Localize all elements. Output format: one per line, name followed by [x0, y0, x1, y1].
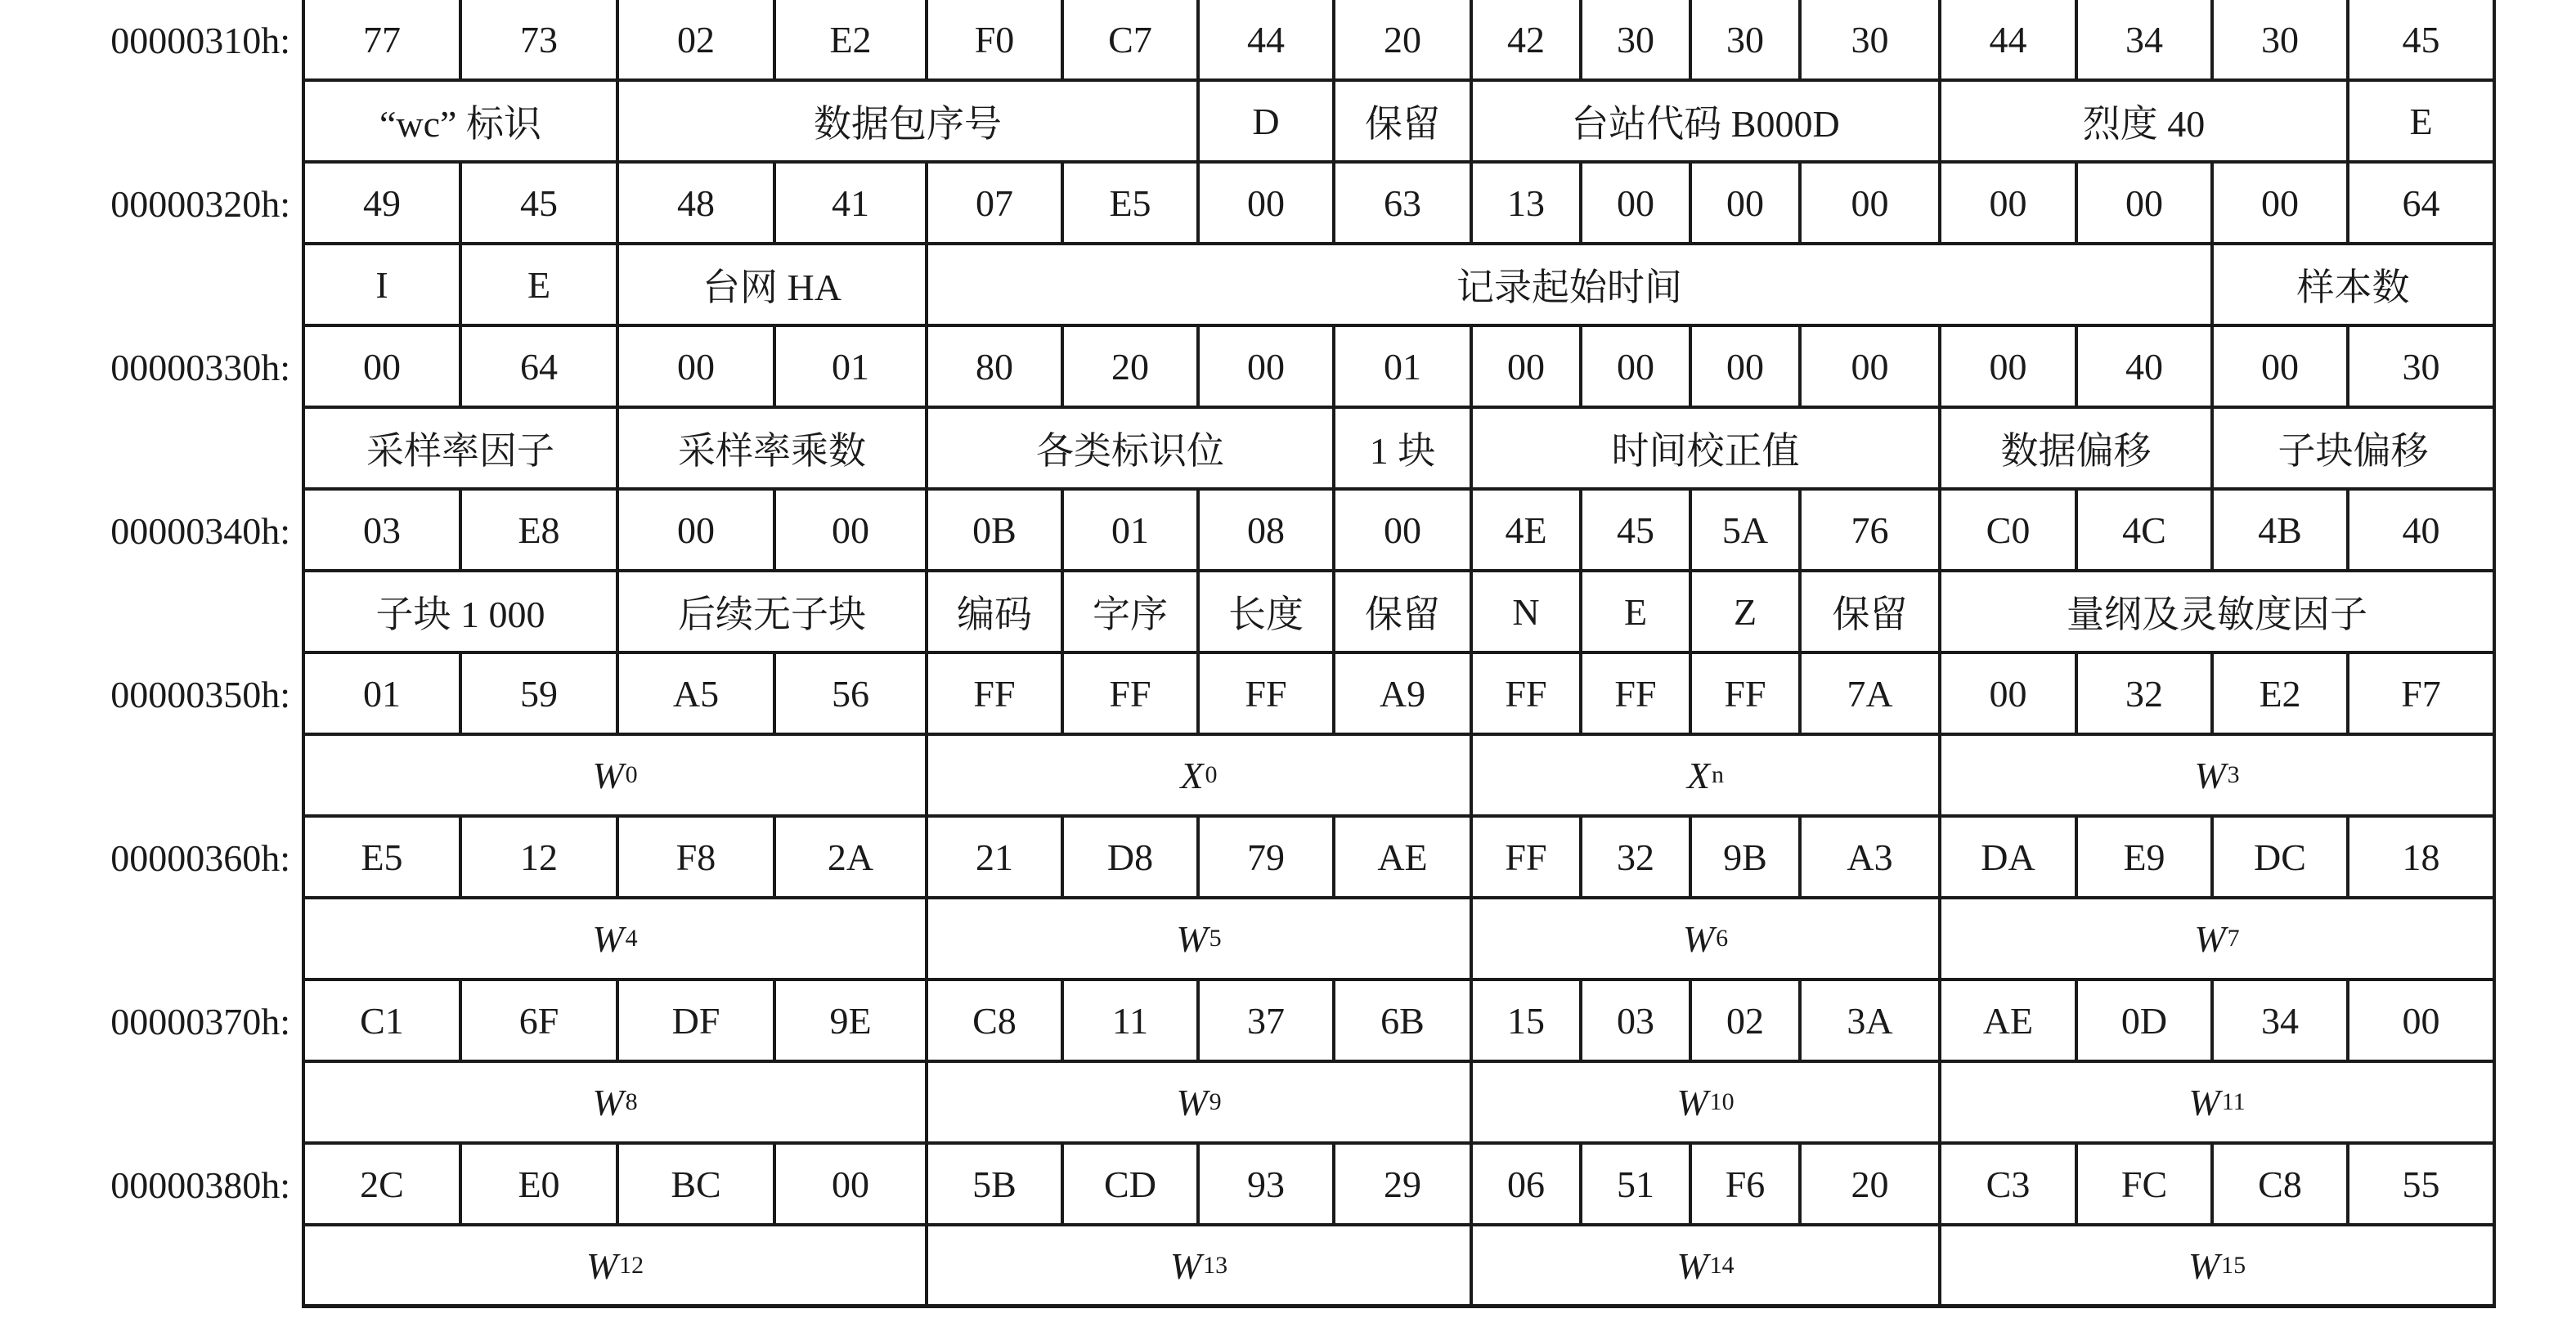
variable-subscript: 15 [2221, 1252, 2246, 1279]
hex-byte-cell: 00 [1802, 327, 1941, 409]
hex-byte-cell: 08 [1200, 491, 1335, 572]
hex-byte-cell: 37 [1200, 981, 1335, 1063]
hex-byte-cell: 7A [1802, 654, 1941, 736]
hex-byte-cell: 00 [1335, 491, 1473, 572]
variable-name: W [592, 754, 624, 796]
field-label-cell: 保留 [1335, 572, 1473, 654]
field-label-cell: I [305, 245, 462, 327]
field-label-cell: 采样率因子 [305, 409, 619, 491]
row-address: 00000370h: [110, 1001, 290, 1042]
hex-byte-cell: A9 [1335, 654, 1473, 736]
hex-byte-cell: 4E [1473, 491, 1582, 572]
field-label-cell [305, 899, 928, 981]
variable-subscript: 4 [625, 925, 638, 952]
hex-byte-cell: 76 [1802, 491, 1941, 572]
hex-byte-cell: 80 [928, 327, 1064, 409]
field-label-cell: 1 块 [1335, 409, 1473, 491]
hex-byte-cell: 41 [776, 164, 928, 245]
hex-byte-cell: 03 [1582, 981, 1692, 1063]
variable-subscript: 5 [1209, 925, 1222, 952]
variable-subscript: 11 [2221, 1088, 2246, 1115]
hex-byte-cell: 45 [2349, 0, 2493, 82]
hex-byte-cell: 00 [1941, 327, 2078, 409]
hex-byte-cell: 34 [2078, 0, 2214, 82]
hex-byte-cell: D8 [1064, 818, 1200, 899]
hex-byte-cell: AE [1335, 818, 1473, 899]
variable-name: X [1686, 754, 1711, 796]
variable-name: W [592, 1081, 624, 1123]
hex-byte-cell: 11 [1064, 981, 1200, 1063]
hex-byte-cell: 18 [2349, 818, 2493, 899]
variable-subscript: 12 [619, 1252, 644, 1279]
hex-byte-cell: 00 [2078, 164, 2214, 245]
hex-byte-cell: 93 [1200, 1145, 1335, 1226]
variable-name: W [592, 917, 624, 960]
hex-byte-cell: C1 [305, 981, 462, 1063]
hex-byte-cell: 30 [2214, 0, 2349, 82]
hex-byte-cell: 51 [1582, 1145, 1692, 1226]
variable-subscript: 10 [1709, 1088, 1735, 1115]
field-label-cell [1941, 1063, 2493, 1145]
field-label-cell: 编码 [928, 572, 1064, 654]
hex-byte-cell: 9B [1692, 818, 1802, 899]
row-address: 00000340h: [110, 510, 290, 552]
hex-byte-cell: 30 [1692, 0, 1802, 82]
hex-byte-cell: 45 [1582, 491, 1692, 572]
hex-byte-cell: 00 [1941, 164, 2078, 245]
hex-byte-cell: E8 [462, 491, 619, 572]
field-label-cell: N [1473, 572, 1582, 654]
field-label-cell: 保留 [1802, 572, 1941, 654]
hex-byte-cell: 00 [619, 491, 776, 572]
field-label-cell: E [462, 245, 619, 327]
variable-name: W [2188, 1081, 2220, 1123]
hex-byte-cell: FF [1692, 654, 1802, 736]
hex-byte-cell: 00 [1692, 164, 1802, 245]
hex-byte-cell: 77 [305, 0, 462, 82]
field-label-cell: 各类标识位 [928, 409, 1335, 491]
hex-byte-cell: A3 [1802, 818, 1941, 899]
hex-byte-cell: C0 [1941, 491, 2078, 572]
hex-byte-cell: A5 [619, 654, 776, 736]
hex-byte-cell: F8 [619, 818, 776, 899]
field-label-cell: D [1200, 82, 1335, 164]
hex-byte-cell: 49 [305, 164, 462, 245]
field-label-cell: Z [1692, 572, 1802, 654]
hex-byte-cell: F7 [2349, 654, 2493, 736]
hex-byte-cell: C7 [1064, 0, 1200, 82]
hex-byte-cell: 55 [2349, 1145, 2493, 1226]
field-label-cell: 数据包序号 [619, 82, 1200, 164]
hex-byte-cell: 5B [928, 1145, 1064, 1226]
hex-byte-cell: 30 [1802, 0, 1941, 82]
field-label-cell: E [2349, 82, 2493, 164]
hex-byte-cell: 00 [1692, 327, 1802, 409]
hex-byte-cell: 44 [1941, 0, 2078, 82]
hex-byte-cell: 40 [2078, 327, 2214, 409]
variable-subscript: 7 [2227, 925, 2240, 952]
field-label-cell: 台网 HA [619, 245, 928, 327]
variable-name: W [2194, 917, 2226, 960]
field-label-cell: 保留 [1335, 82, 1473, 164]
hex-byte-cell: 9E [776, 981, 928, 1063]
hex-byte-cell: C8 [928, 981, 1064, 1063]
hex-byte-cell: AE [1941, 981, 2078, 1063]
hex-byte-cell: 13 [1473, 164, 1582, 245]
field-label-cell [928, 899, 1473, 981]
hex-byte-cell: F6 [1692, 1145, 1802, 1226]
hex-byte-cell: 45 [462, 164, 619, 245]
variable-name: W [2194, 754, 2226, 796]
hex-byte-cell: 6B [1335, 981, 1473, 1063]
variable-name: W [586, 1244, 618, 1287]
variable-name: W [1676, 1244, 1708, 1287]
field-label-cell: 数据偏移 [1941, 409, 2214, 491]
hex-byte-cell: 21 [928, 818, 1064, 899]
hex-byte-cell: E9 [2078, 818, 2214, 899]
hex-byte-cell: 29 [1335, 1145, 1473, 1226]
field-label-cell [928, 736, 1473, 818]
hex-byte-cell: 4B [2214, 491, 2349, 572]
row-address: 00000320h: [110, 183, 290, 225]
hex-byte-cell: 07 [928, 164, 1064, 245]
hex-byte-cell: E5 [1064, 164, 1200, 245]
variable-name: W [1176, 1081, 1208, 1123]
hex-byte-cell: 48 [619, 164, 776, 245]
hex-byte-cell: 44 [1200, 0, 1335, 82]
hex-byte-cell: 30 [1582, 0, 1692, 82]
variable-subscript: 14 [1709, 1252, 1735, 1279]
field-label-cell: 量纲及灵敏度因子 [1941, 572, 2493, 654]
hex-byte-cell: 02 [619, 0, 776, 82]
variable-subscript: 9 [1209, 1088, 1222, 1115]
variable-subscript: 6 [1716, 925, 1729, 952]
field-label-cell: 长度 [1200, 572, 1335, 654]
hex-field-table [302, 0, 2496, 1308]
variable-name: W [1682, 917, 1715, 960]
variable-name: W [1676, 1081, 1708, 1123]
field-label-cell [305, 1226, 928, 1308]
field-label-cell: 台站代码 B000D [1473, 82, 1941, 164]
field-label-cell [1473, 899, 1941, 981]
hex-byte-cell: 79 [1200, 818, 1335, 899]
variable-name: X [1180, 754, 1204, 796]
field-label-cell [928, 1063, 1473, 1145]
hex-byte-cell: 00 [1802, 164, 1941, 245]
hex-byte-cell: C8 [2214, 1145, 2349, 1226]
hex-byte-cell: FF [1473, 654, 1582, 736]
field-label-cell [1941, 1226, 2493, 1308]
hex-byte-cell: 00 [776, 491, 928, 572]
hex-byte-cell: 73 [462, 0, 619, 82]
field-label-cell: 后续无子块 [619, 572, 928, 654]
hex-byte-cell: CD [1064, 1145, 1200, 1226]
hex-byte-cell: 01 [1064, 491, 1200, 572]
hex-byte-cell: 30 [2349, 327, 2493, 409]
hex-byte-cell: E5 [305, 818, 462, 899]
field-label-cell: 记录起始时间 [928, 245, 2214, 327]
hex-byte-cell: FF [928, 654, 1064, 736]
field-label-cell [1941, 736, 2493, 818]
hex-byte-cell: BC [619, 1145, 776, 1226]
hex-byte-cell: FF [1473, 818, 1582, 899]
hex-byte-cell: 2A [776, 818, 928, 899]
hex-byte-cell: 5A [1692, 491, 1802, 572]
field-label-cell: 子块偏移 [2214, 409, 2493, 491]
hex-byte-cell: 00 [619, 327, 776, 409]
hex-byte-cell: 00 [1200, 164, 1335, 245]
hex-byte-cell: 01 [776, 327, 928, 409]
field-label-cell [305, 736, 928, 818]
hex-byte-cell: FF [1582, 654, 1692, 736]
hex-byte-cell: DA [1941, 818, 2078, 899]
hex-byte-cell: 00 [1582, 327, 1692, 409]
field-label-cell: 子块 1 000 [305, 572, 619, 654]
hex-byte-cell: FC [2078, 1145, 2214, 1226]
field-label-cell: “wc” 标识 [305, 82, 619, 164]
hex-byte-cell: 2C [305, 1145, 462, 1226]
hex-byte-cell: 00 [776, 1145, 928, 1226]
hex-byte-cell: 3A [1802, 981, 1941, 1063]
field-label-cell: 采样率乘数 [619, 409, 928, 491]
row-address: 00000350h: [110, 674, 290, 715]
variable-name: W [1176, 917, 1208, 960]
hex-byte-cell: 00 [1473, 327, 1582, 409]
row-address: 00000360h: [110, 837, 290, 879]
variable-subscript: 13 [1203, 1252, 1228, 1279]
hex-byte-cell: 00 [2214, 327, 2349, 409]
hex-byte-cell: F0 [928, 0, 1064, 82]
variable-subscript: n [1712, 761, 1725, 788]
hex-byte-cell: FF [1200, 654, 1335, 736]
row-address: 00000330h: [110, 347, 290, 388]
variable-name: W [1169, 1244, 1202, 1287]
hex-byte-cell: 00 [1941, 654, 2078, 736]
hex-byte-cell: 64 [462, 327, 619, 409]
hex-byte-cell: 03 [305, 491, 462, 572]
hex-byte-cell: 02 [1692, 981, 1802, 1063]
hex-byte-cell: 34 [2214, 981, 2349, 1063]
hex-byte-cell: DC [2214, 818, 2349, 899]
hex-byte-cell: 0D [2078, 981, 2214, 1063]
variable-subscript: 0 [1205, 761, 1218, 788]
hex-byte-cell: 63 [1335, 164, 1473, 245]
field-label-cell: 样本数 [2214, 245, 2493, 327]
variable-subscript: 8 [625, 1088, 638, 1115]
row-address: 00000310h: [110, 20, 290, 61]
field-label-cell [1473, 1226, 1941, 1308]
hex-byte-cell: 06 [1473, 1145, 1582, 1226]
hex-byte-cell: 00 [305, 327, 462, 409]
field-label-cell [1473, 1063, 1941, 1145]
hex-byte-cell: C3 [1941, 1145, 2078, 1226]
hex-byte-cell: 20 [1335, 0, 1473, 82]
hex-byte-cell: 56 [776, 654, 928, 736]
field-label-cell: E [1582, 572, 1692, 654]
hex-byte-cell: 32 [2078, 654, 2214, 736]
hex-byte-cell: FF [1064, 654, 1200, 736]
hex-byte-cell: DF [619, 981, 776, 1063]
field-label-cell: 时间校正值 [1473, 409, 1941, 491]
hex-byte-cell: 40 [2349, 491, 2493, 572]
hex-byte-cell: 4C [2078, 491, 2214, 572]
hex-byte-cell: 00 [1582, 164, 1692, 245]
hex-byte-cell: 32 [1582, 818, 1692, 899]
hex-byte-cell: 20 [1802, 1145, 1941, 1226]
hex-byte-cell: 01 [1335, 327, 1473, 409]
variable-name: W [2188, 1244, 2220, 1287]
hex-byte-cell: 00 [2214, 164, 2349, 245]
field-label-cell [1941, 899, 2493, 981]
hex-byte-cell: 00 [1200, 327, 1335, 409]
hex-byte-cell: 6F [462, 981, 619, 1063]
hex-byte-cell: E2 [2214, 654, 2349, 736]
hex-byte-cell: E0 [462, 1145, 619, 1226]
hex-byte-cell: 01 [305, 654, 462, 736]
variable-subscript: 3 [2227, 761, 2240, 788]
hex-byte-cell: 20 [1064, 327, 1200, 409]
field-label-cell: 字序 [1064, 572, 1200, 654]
hex-byte-cell: 59 [462, 654, 619, 736]
field-label-cell [305, 1063, 928, 1145]
row-address: 00000380h: [110, 1164, 290, 1206]
field-label-cell [1473, 736, 1941, 818]
field-label-cell: 烈度 40 [1941, 82, 2349, 164]
hex-byte-cell: 15 [1473, 981, 1582, 1063]
hex-byte-cell: E2 [776, 0, 928, 82]
hex-byte-cell: 12 [462, 818, 619, 899]
hex-byte-cell: 00 [2349, 981, 2493, 1063]
variable-subscript: 0 [625, 761, 638, 788]
field-label-cell [928, 1226, 1473, 1308]
hex-byte-cell: 0B [928, 491, 1064, 572]
hex-byte-cell: 42 [1473, 0, 1582, 82]
hex-byte-cell: 64 [2349, 164, 2493, 245]
